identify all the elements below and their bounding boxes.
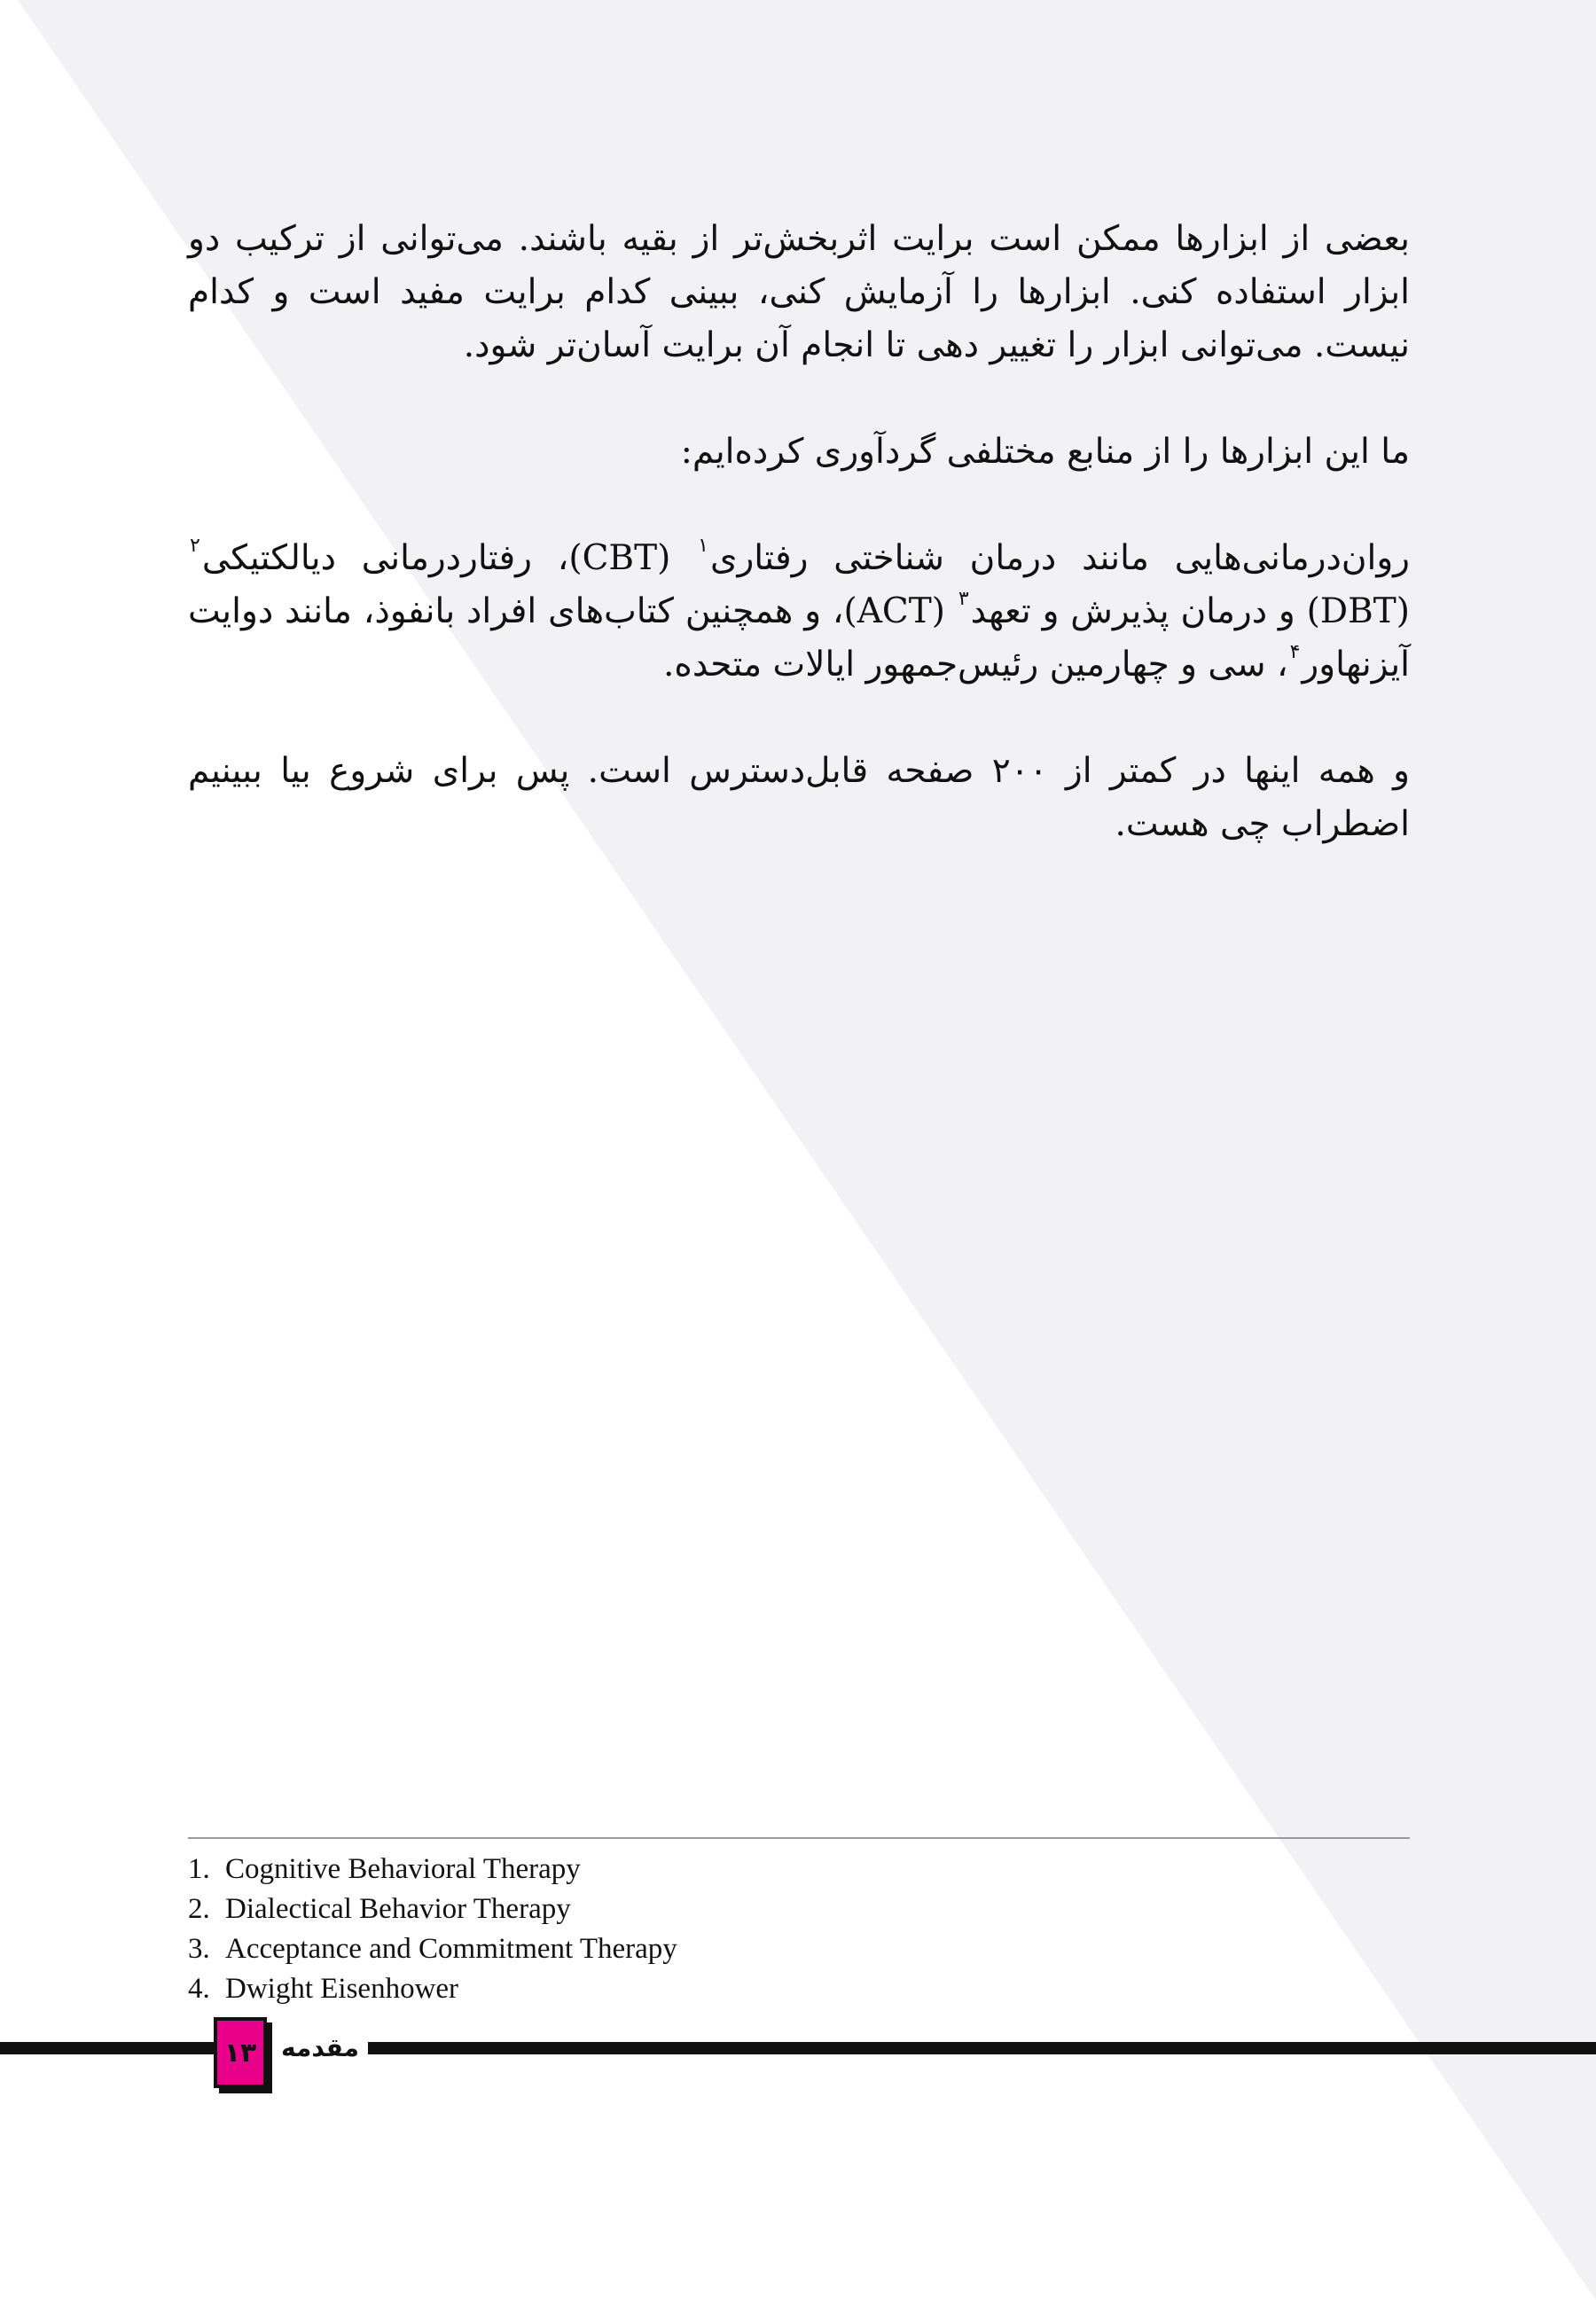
page-number-badge <box>214 2017 267 2088</box>
footnote-text: Acceptance and Commitment Therapy <box>225 1933 677 1965</box>
footnote-4 <box>188 1969 1075 2009</box>
footnote-2 <box>188 1889 1075 1929</box>
footnote-ref-4: ۴ <box>1289 641 1301 663</box>
paragraph-1: بعضی از ابزارها ممکن است برایت اثربخش‌تر از بقیه باشند. می‌توانی از ترکیب دو ابزار استفاده کنی. ابزارها را آزمایش کنی، ببینی کدام برایت مفید است و کدام نیست. می‌توانی ابزار را تغییر دهی تا انجام آن برایت آسان‌تر شود. <box>188 219 1410 365</box>
footnote-divider <box>188 1837 1410 1839</box>
p3-text-3: ، رفتاردرمانی دیالکتیکی <box>201 538 569 578</box>
paragraph-3 <box>188 532 1410 692</box>
footnote-ref-2: ۲ <box>190 535 200 557</box>
p3-text-7: ، و همچنین کتاب‌های افراد بانفوذ، مانند دوایت آیزنهاور <box>188 591 1410 685</box>
footnote-1 <box>188 1850 1075 1889</box>
p3-text-8: ، سی و چهارمین رئیس‌جمهور ایالات متحده. <box>662 645 1288 685</box>
footnote-number: 4. <box>188 1973 210 2005</box>
footnote-ref-3: ۳ <box>958 588 969 610</box>
abbr-act: (ACT) <box>843 591 945 631</box>
footnote-text: Dialectical Behavior Therapy <box>225 1893 571 1925</box>
footnote-text: Dwight Eisenhower <box>225 1973 459 2005</box>
p3-text-1: روان‌درمانی‌هایی مانند درمان شناختی رفتاری <box>709 538 1410 578</box>
abbr-dbt: (DBT) <box>1306 591 1410 631</box>
paragraph-4: و همه اینها در کمتر از ۲۰۰ صفحه قابل‌دسترس است. پس برای شروع بیا ببینیم اضطراب چی هست. <box>188 751 1410 844</box>
footnote-ref-1: ۱ <box>698 535 708 557</box>
footnote-number: 1. <box>188 1853 210 1885</box>
body-text <box>188 213 1410 904</box>
footnote-3 <box>188 1929 1075 1969</box>
footnotes-list <box>188 1850 1075 2009</box>
footnote-number: 3. <box>188 1933 210 1965</box>
footnote-number: 2. <box>188 1893 210 1925</box>
p3-text-5: و درمان پذیرش و تعهد <box>970 591 1295 631</box>
page-number: ۱۳ <box>223 2037 257 2069</box>
abbr-cbt: (CBT) <box>568 538 671 578</box>
footer-section-label: مقدمه <box>272 2027 368 2069</box>
paragraph-2: ما این ابزارها را از منابع مختلفی گردآوری کرده‌ایم: <box>680 432 1410 472</box>
footnote-text: Cognitive Behavioral Therapy <box>225 1853 581 1885</box>
